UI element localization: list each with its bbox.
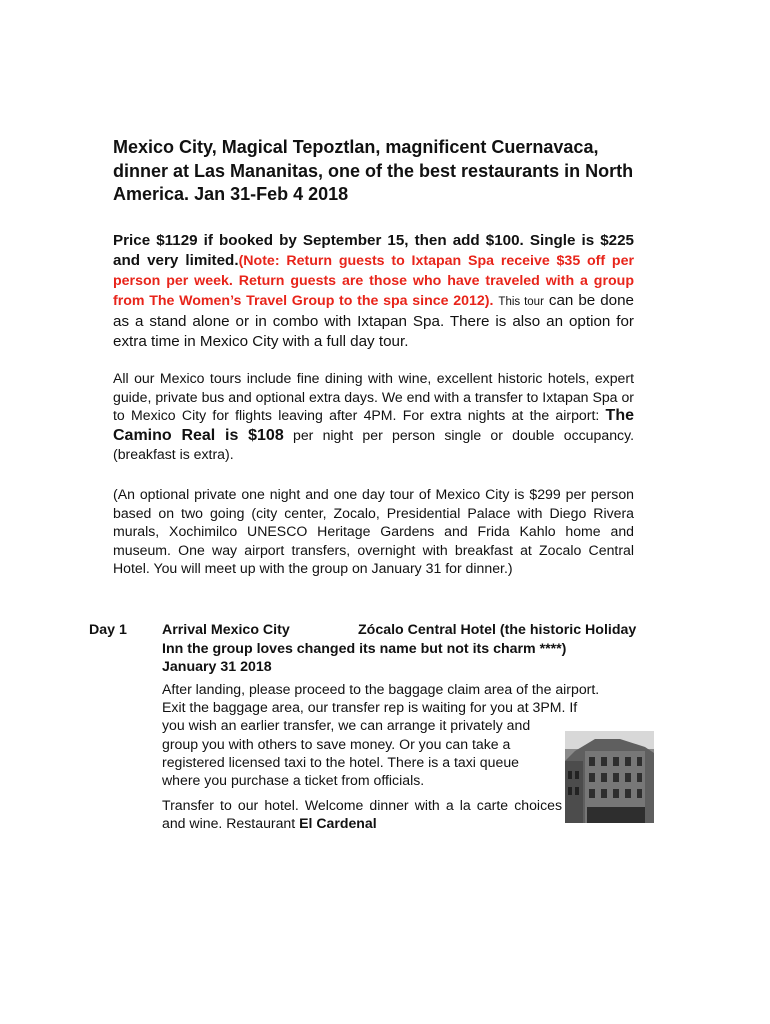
day-date: January 31 2018 — [162, 659, 272, 675]
this-tour-label: This tour — [498, 296, 544, 308]
hotel-name: Zócalo Central Hotel (the historic Holiday — [358, 622, 637, 638]
day-heading — [162, 621, 662, 675]
price-rest: can be done as a stand alone or in combo with Ixtapan Spa. There is also an option for extra time in Mexico City with a full day tour. — [113, 292, 634, 350]
hotel-building-image — [565, 731, 654, 823]
description-line: Exit the baggage area, our transfer rep is waiting for you at 3PM. If — [162, 699, 578, 716]
description-line: group you with others to save money. Or you can take a — [162, 735, 511, 752]
inclusions-paragraph — [113, 369, 634, 464]
tour-title-text: Mexico City, Magical Tepoztlan, magnificent Cuernavaca, dinner at Las Mananitas, one of the best restaurants in North America. — [113, 137, 634, 204]
day-dinner — [162, 796, 562, 832]
hotel-note: Inn the group loves changed its name but not its charm ****) — [162, 640, 567, 657]
camino-real-price: The Camino Real is $108 — [113, 407, 634, 444]
description-line: After landing, please proceed to the baggage claim area of the airport. — [162, 681, 600, 697]
day-title: Arrival Mexico City — [162, 622, 290, 638]
day-description — [162, 680, 634, 789]
optional-tour-paragraph: (An optional private one night and one day tour of Mexico City is $299 per person based on two going (city center, Zocalo, Presidential Palace with Diego Rivera murals, Xochimilco UNESCO Heritage Gardens and Frida Kahlo home and museum. One way airport transfers, overnight with breakfast at Zocalo Central Hotel. You will meet up with the group on January 31 for dinner.) — [113, 486, 634, 576]
inclusions-text: All our Mexico tours include fine dining with wine, excellent historic hotels, expert guide, private bus and optional extra days. We end with a transfer to Ixtapan Spa or to Mexico City for flights leaving after 4PM. For extra nights at the airport: — [113, 370, 634, 423]
day-label: Day 1 — [89, 622, 127, 638]
price-paragraph — [113, 231, 634, 352]
restaurant-name: El Cardenal — [299, 815, 377, 832]
tour-title — [113, 136, 638, 207]
description-line: where you purchase a ticket from officials. — [162, 772, 425, 789]
tour-dates: Jan 31-Feb 4 2018 — [194, 184, 349, 204]
hotel-photo — [565, 731, 654, 823]
description-line: registered licensed taxi to the hotel. There is a taxi queue — [162, 753, 519, 770]
price-lead: Price $1129 if booked by September 15, then add $100. Single is $225 and very limited. — [113, 232, 634, 269]
inclusions-text-end: per night per person single or double occupancy. (breakfast is extra). — [113, 426, 634, 462]
return-guest-note: (Note: Return guests to Ixtapan Spa receive $35 off per person per week. Return guests are those who have traveled with a group from The Women’s Travel Group to the spa since 2012). — [113, 253, 634, 309]
description-line: you wish an earlier transfer, we can arrange it privately and — [162, 717, 531, 734]
dinner-text: Transfer to our hotel. Welcome dinner with a la carte choices and wine. Restaurant — [162, 797, 562, 832]
